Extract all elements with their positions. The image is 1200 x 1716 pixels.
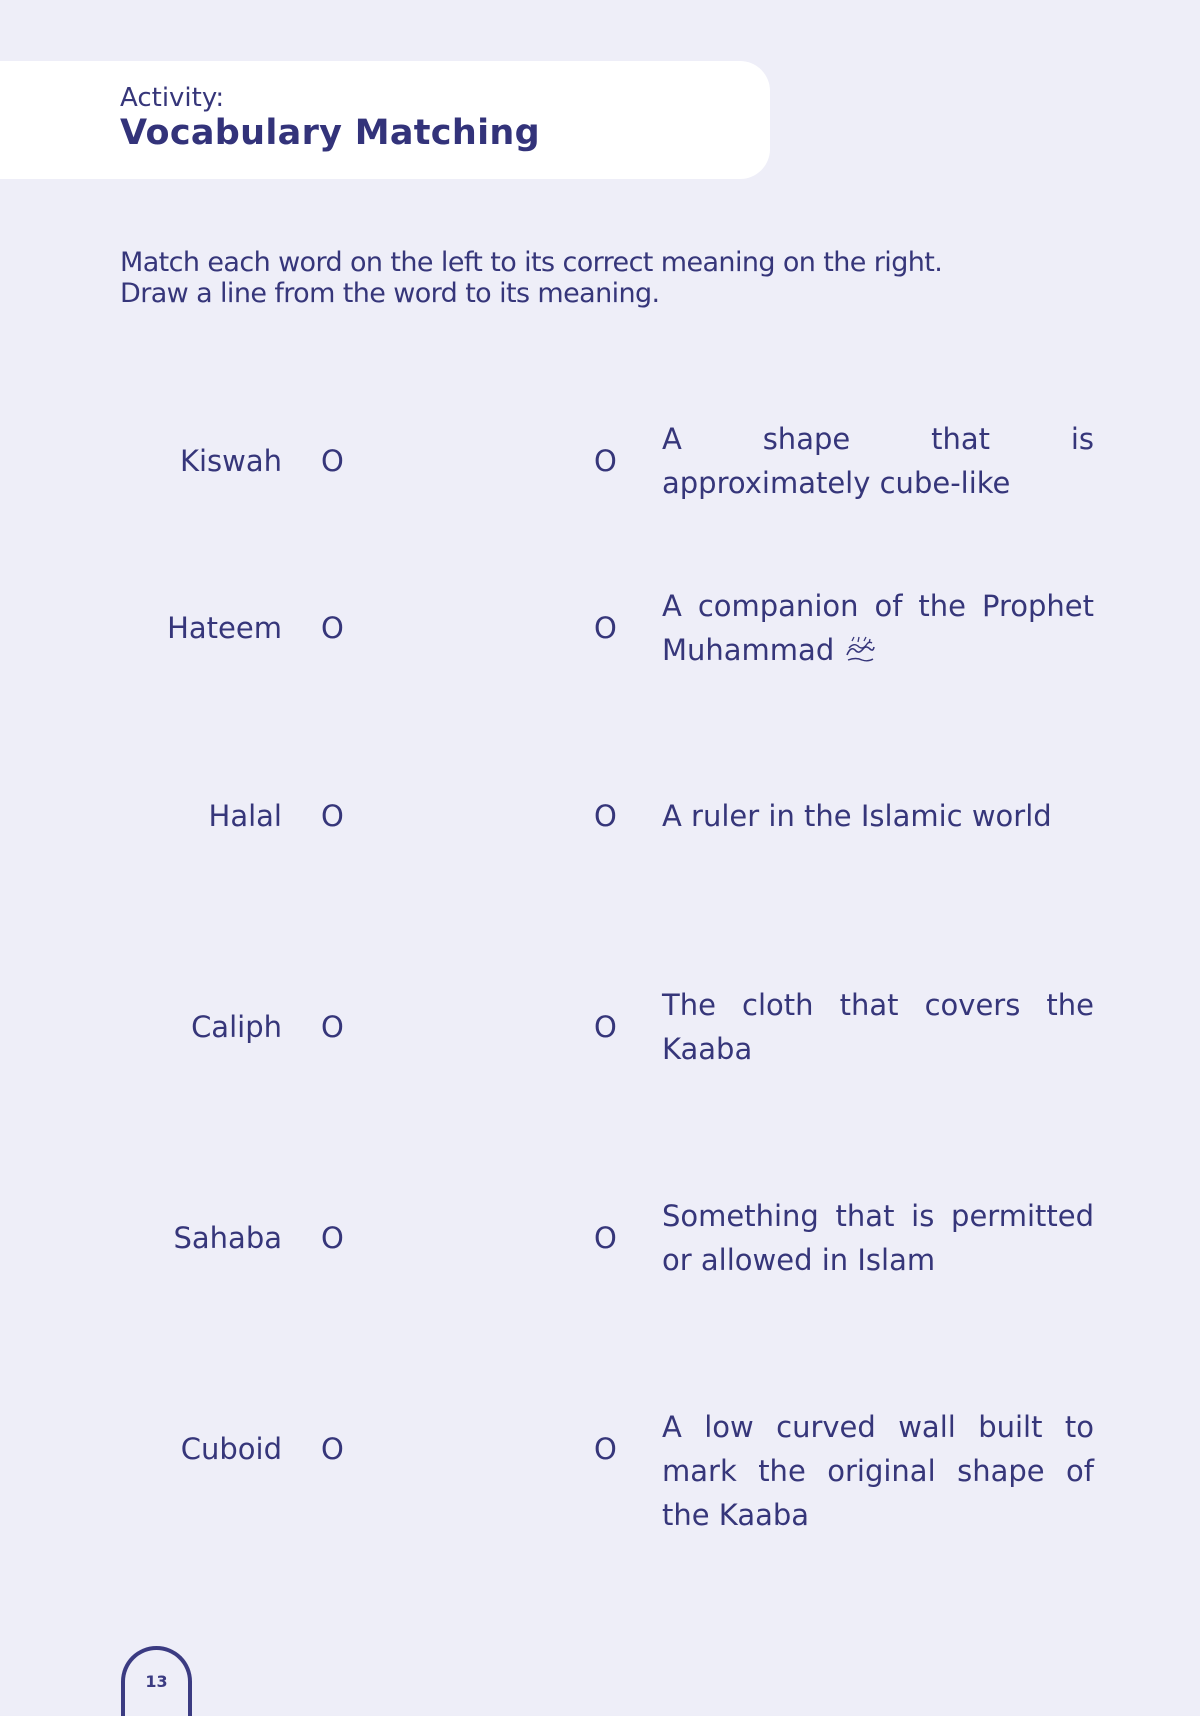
- meaning-companion-text: A companion of the Prophet Muhammad: [662, 589, 1094, 667]
- word-connector-circle[interactable]: O: [321, 1221, 344, 1255]
- word-hateem: Hateem: [167, 611, 282, 645]
- word-halal: Halal: [208, 799, 282, 833]
- meaning-curved-wall: A low curved wall built to mark the original shape of the Kaaba: [662, 1410, 1094, 1532]
- word-connector-circle[interactable]: O: [321, 799, 344, 833]
- word-sahaba: Sahaba: [173, 1221, 282, 1255]
- activity-label: Activity:: [120, 83, 225, 113]
- instruction-line-2: Draw a line from the word to its meaning.: [120, 278, 660, 309]
- header-card: [0, 61, 770, 179]
- word-connector-circle[interactable]: O: [321, 611, 344, 645]
- word-connector-circle[interactable]: O: [321, 1010, 344, 1044]
- page-number: 13: [145, 1672, 168, 1691]
- word-kiswah: Kiswah: [179, 444, 282, 478]
- meaning-connector-circle[interactable]: O: [594, 1432, 617, 1466]
- word-caliph: Caliph: [191, 1010, 282, 1044]
- meaning-connector-circle[interactable]: O: [594, 799, 617, 833]
- meaning-connector-circle[interactable]: O: [594, 1221, 617, 1255]
- meaning-permitted: Something that is permitted or allowed in Islam: [662, 1199, 1094, 1277]
- meaning-connector-circle[interactable]: O: [594, 1010, 617, 1044]
- meaning-cloth: The cloth that covers the Kaaba: [662, 988, 1094, 1066]
- word-connector-circle[interactable]: O: [321, 444, 344, 478]
- meaning-ruler: A ruler in the Islamic world: [662, 799, 1052, 833]
- meaning-connector-circle[interactable]: O: [594, 611, 617, 645]
- page-title: Vocabulary Matching: [120, 113, 540, 153]
- instruction-line-1: Match each word on the left to its correct meaning on the right.: [120, 247, 943, 278]
- meaning-cube-like: A shape that is approximately cube-like: [662, 422, 1094, 500]
- pbuh-calligraphy-icon: [843, 635, 877, 663]
- word-cuboid: Cuboid: [180, 1432, 282, 1466]
- word-connector-circle[interactable]: O: [321, 1432, 344, 1466]
- page-number-tab: [121, 1646, 192, 1716]
- instructions: [120, 247, 942, 309]
- meaning-connector-circle[interactable]: O: [594, 444, 617, 478]
- meaning-companion: [662, 584, 1094, 672]
